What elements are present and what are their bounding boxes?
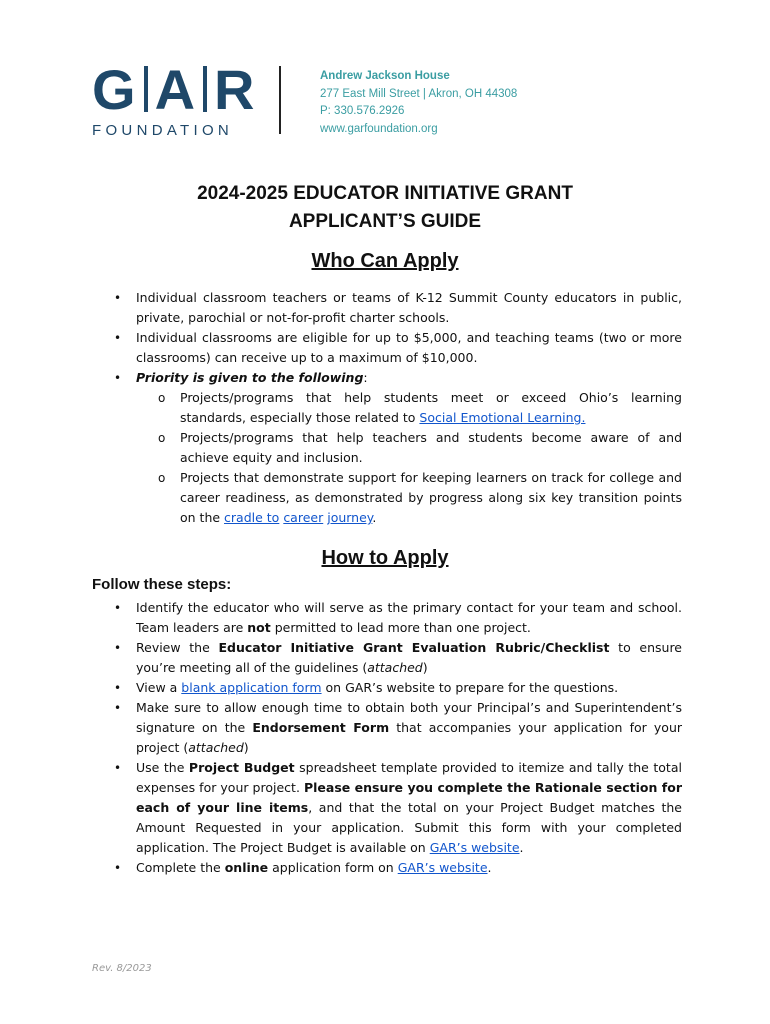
- bullet: •: [114, 761, 122, 775]
- logo-letter-a: A: [154, 58, 197, 121]
- career-link[interactable]: career: [283, 510, 324, 525]
- logo-letter-g: G: [92, 58, 137, 121]
- social-emotional-learning-link[interactable]: Social Emotional Learning.: [419, 410, 586, 425]
- list-item: • Complete the online application form on GAR’s website.: [92, 858, 682, 878]
- letterhead: [0, 0, 770, 150]
- bullet: •: [114, 681, 122, 695]
- list-item: • Individual classrooms are eligible for up to $5,000, and teaching teams (two or more classrooms) can receive up to a maximum of $10,000.: [114, 330, 682, 365]
- list-item: • Priority is given to the following: o Projects/programs that help students meet or exceed Ohio’s learning standards, especially those related to Social Emotional Learning. o Projects/programs that help teachers and students become aware of and achieve equity and inclusion. o Projects that demonstrate support for keeping learners on track for college and career readiness, as demonstrated by progress along six key transition points on the cradle to career journey.: [92, 368, 682, 528]
- bullet: •: [114, 291, 122, 305]
- sub-list-item: o Projects that demonstrate support for keeping learners on track for college and career readiness, as demonstrated by progress along six key transition points on the cradle to career journey.: [158, 470, 682, 525]
- journey-link[interactable]: journey: [327, 510, 373, 525]
- sub-bullet: o: [158, 391, 166, 405]
- list-item: • Make sure to allow enough time to obtain both your Principal’s and Superintendent’s signature on the Endorsement Form that accompanies your application for your project (attached): [114, 700, 683, 755]
- contact-website[interactable]: www.garfoundation.org: [320, 122, 438, 135]
- bullet: •: [114, 701, 122, 715]
- how-to-apply-list: [92, 598, 682, 878]
- sub-bullet: o: [158, 471, 166, 485]
- sub-list-item: o Projects/programs that help teachers and students become aware of and achieve equity and inclusion.: [158, 430, 682, 465]
- list-item: • View a blank application form on GAR’s website to prepare for the questions.: [92, 678, 682, 698]
- title-line-2: APPLICANT’S GUIDE: [288, 211, 482, 232]
- contact-phone: P: 330.576.2926: [320, 105, 405, 117]
- list-item: • Individual classroom teachers or teams of K-12 Summit County educators in public, private, parochial or not-for-profit charter schools.: [114, 290, 682, 325]
- bullet: •: [114, 641, 122, 655]
- priority-sublist: [136, 388, 682, 528]
- how-to-apply-heading: How to Apply: [321, 547, 449, 569]
- gar-website-budget-link[interactable]: GAR’s website: [429, 840, 520, 855]
- contact-block: [320, 68, 517, 138]
- logo-letter-r: R: [214, 58, 256, 121]
- cradle-to-link[interactable]: cradle to: [224, 510, 280, 525]
- gar-foundation-logo: [92, 58, 256, 139]
- bullet: •: [114, 371, 122, 385]
- follow-steps-label: Follow these steps:: [92, 576, 232, 593]
- blank-application-form-link[interactable]: blank application form: [181, 680, 322, 695]
- list-item: • Identify the educator who will serve as the primary contact for your team and school. Team leaders are not permitted to lead more than one project.: [114, 600, 682, 635]
- bullet: •: [114, 331, 122, 345]
- list-item: • Use the Project Budget spreadsheet template provided to itemize and tally the total expenses for your project. Please ensure you complete the Rationale section for each of your line items, and that the total on your Project Budget matches the Amount Requested in your application. Submit this form with your completed application. The Project Budget is available on GAR’s website.: [114, 760, 682, 855]
- list-item: • Review the Educator Initiative Grant Evaluation Rubric/Checklist to ensure you’re meeting all of the guidelines (attached): [114, 640, 683, 675]
- bullet: •: [114, 861, 122, 875]
- priority-label: Priority is given to the following: [136, 370, 364, 385]
- revision-note: Rev. 8/2023: [92, 963, 152, 974]
- header-divider: [279, 66, 281, 134]
- title-line-1: 2024-2025 EDUCATOR INITIATIVE GRANT: [197, 183, 573, 204]
- bullet: •: [114, 601, 122, 615]
- sub-bullet: o: [158, 431, 166, 445]
- contact-name: Andrew Jackson House: [320, 70, 450, 82]
- gar-website-application-link[interactable]: GAR’s website: [397, 860, 488, 875]
- who-can-apply-list: [92, 288, 682, 528]
- document-title: [0, 180, 770, 236]
- who-can-apply-heading: Who Can Apply: [311, 250, 459, 272]
- contact-address: 277 East Mill Street | Akron, OH 44308: [320, 87, 518, 100]
- logo-subtitle: FOUNDATION: [92, 122, 234, 139]
- sub-list-item: o Projects/programs that help students meet or exceed Ohio’s learning standards, especially those related to Social Emotional Learning.: [158, 390, 682, 425]
